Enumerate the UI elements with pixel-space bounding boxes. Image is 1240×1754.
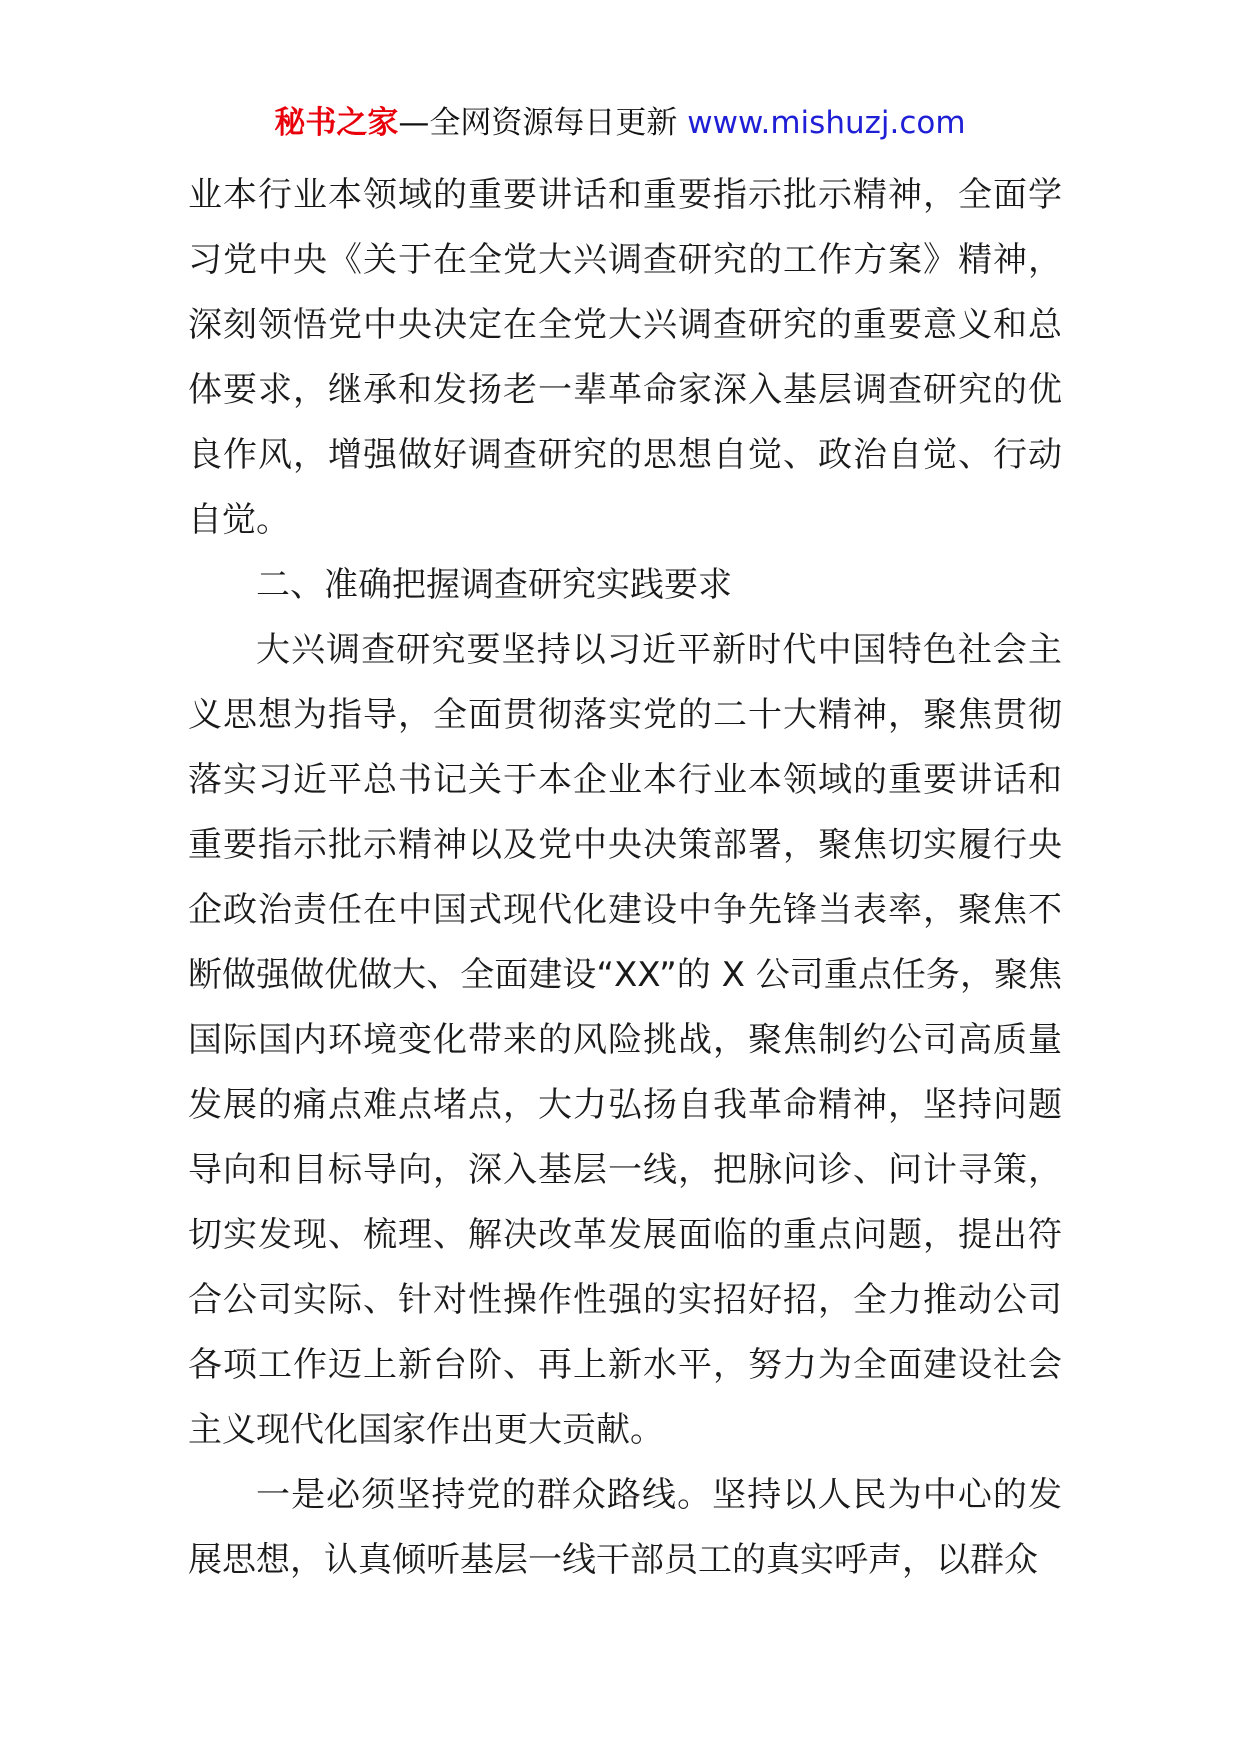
paragraph-continued: 业本行业本领域的重要讲话和重要指示批示精神，全面学习党中央《关于在全党大兴调查研究的工作方案》精神，深刻领悟党中央决定在全党大兴调查研究的重要意义和总体要求，继承和发扬老一辈革命家深入基层调查研究的优良作风，增强做好调查研究的思想自觉、政治自觉、行动自觉。: [188, 175, 1062, 540]
paragraph-main: 大兴调查研究要坚持以习近平新时代中国特色社会主义思想为指导，全面贯彻落实党的二十大精神，聚焦贯彻落实习近平总书记关于本企业本行业本领域的重要讲话和重要指示批示精神以及党中央决策部署，聚焦切实履行央企政治责任在中国式现代化建设中争先锋当表率，聚焦不断做强做优做大、全面建设“XX”的 X 公司重点任务，聚焦国际国内环境变化带来的风险挑战，聚焦制约公司高质量发展的痛点难点堵点，大力弘扬自我革命精神，坚持问题导向和目标导向，深入基层一线，把脉问诊、问计寻策，切实发现、梳理、解决改革发展面临的重点问题，提出符合公司实际、针对性操作性强的实招好招，全力推动公司各项工作迈上新台阶、再上新水平，努力为全面建设社会主义现代化国家作出更大贡献。: [188, 630, 1062, 1450]
section-heading: 二、准确把握调查研究实践要求: [256, 565, 732, 605]
site-url-link[interactable]: www.mishuzj.com: [687, 105, 966, 141]
site-header-banner: [0, 103, 1240, 143]
site-brand-name: 秘书之家: [274, 105, 399, 141]
site-tagline: —全网资源每日更新: [398, 105, 688, 141]
document-body: [188, 163, 1062, 1593]
paragraph-point-one: 一是必须坚持党的群众路线。坚持以人民为中心的发展思想，认真倾听基层一线干部员工的真实呼声，以群众: [188, 1475, 1062, 1580]
